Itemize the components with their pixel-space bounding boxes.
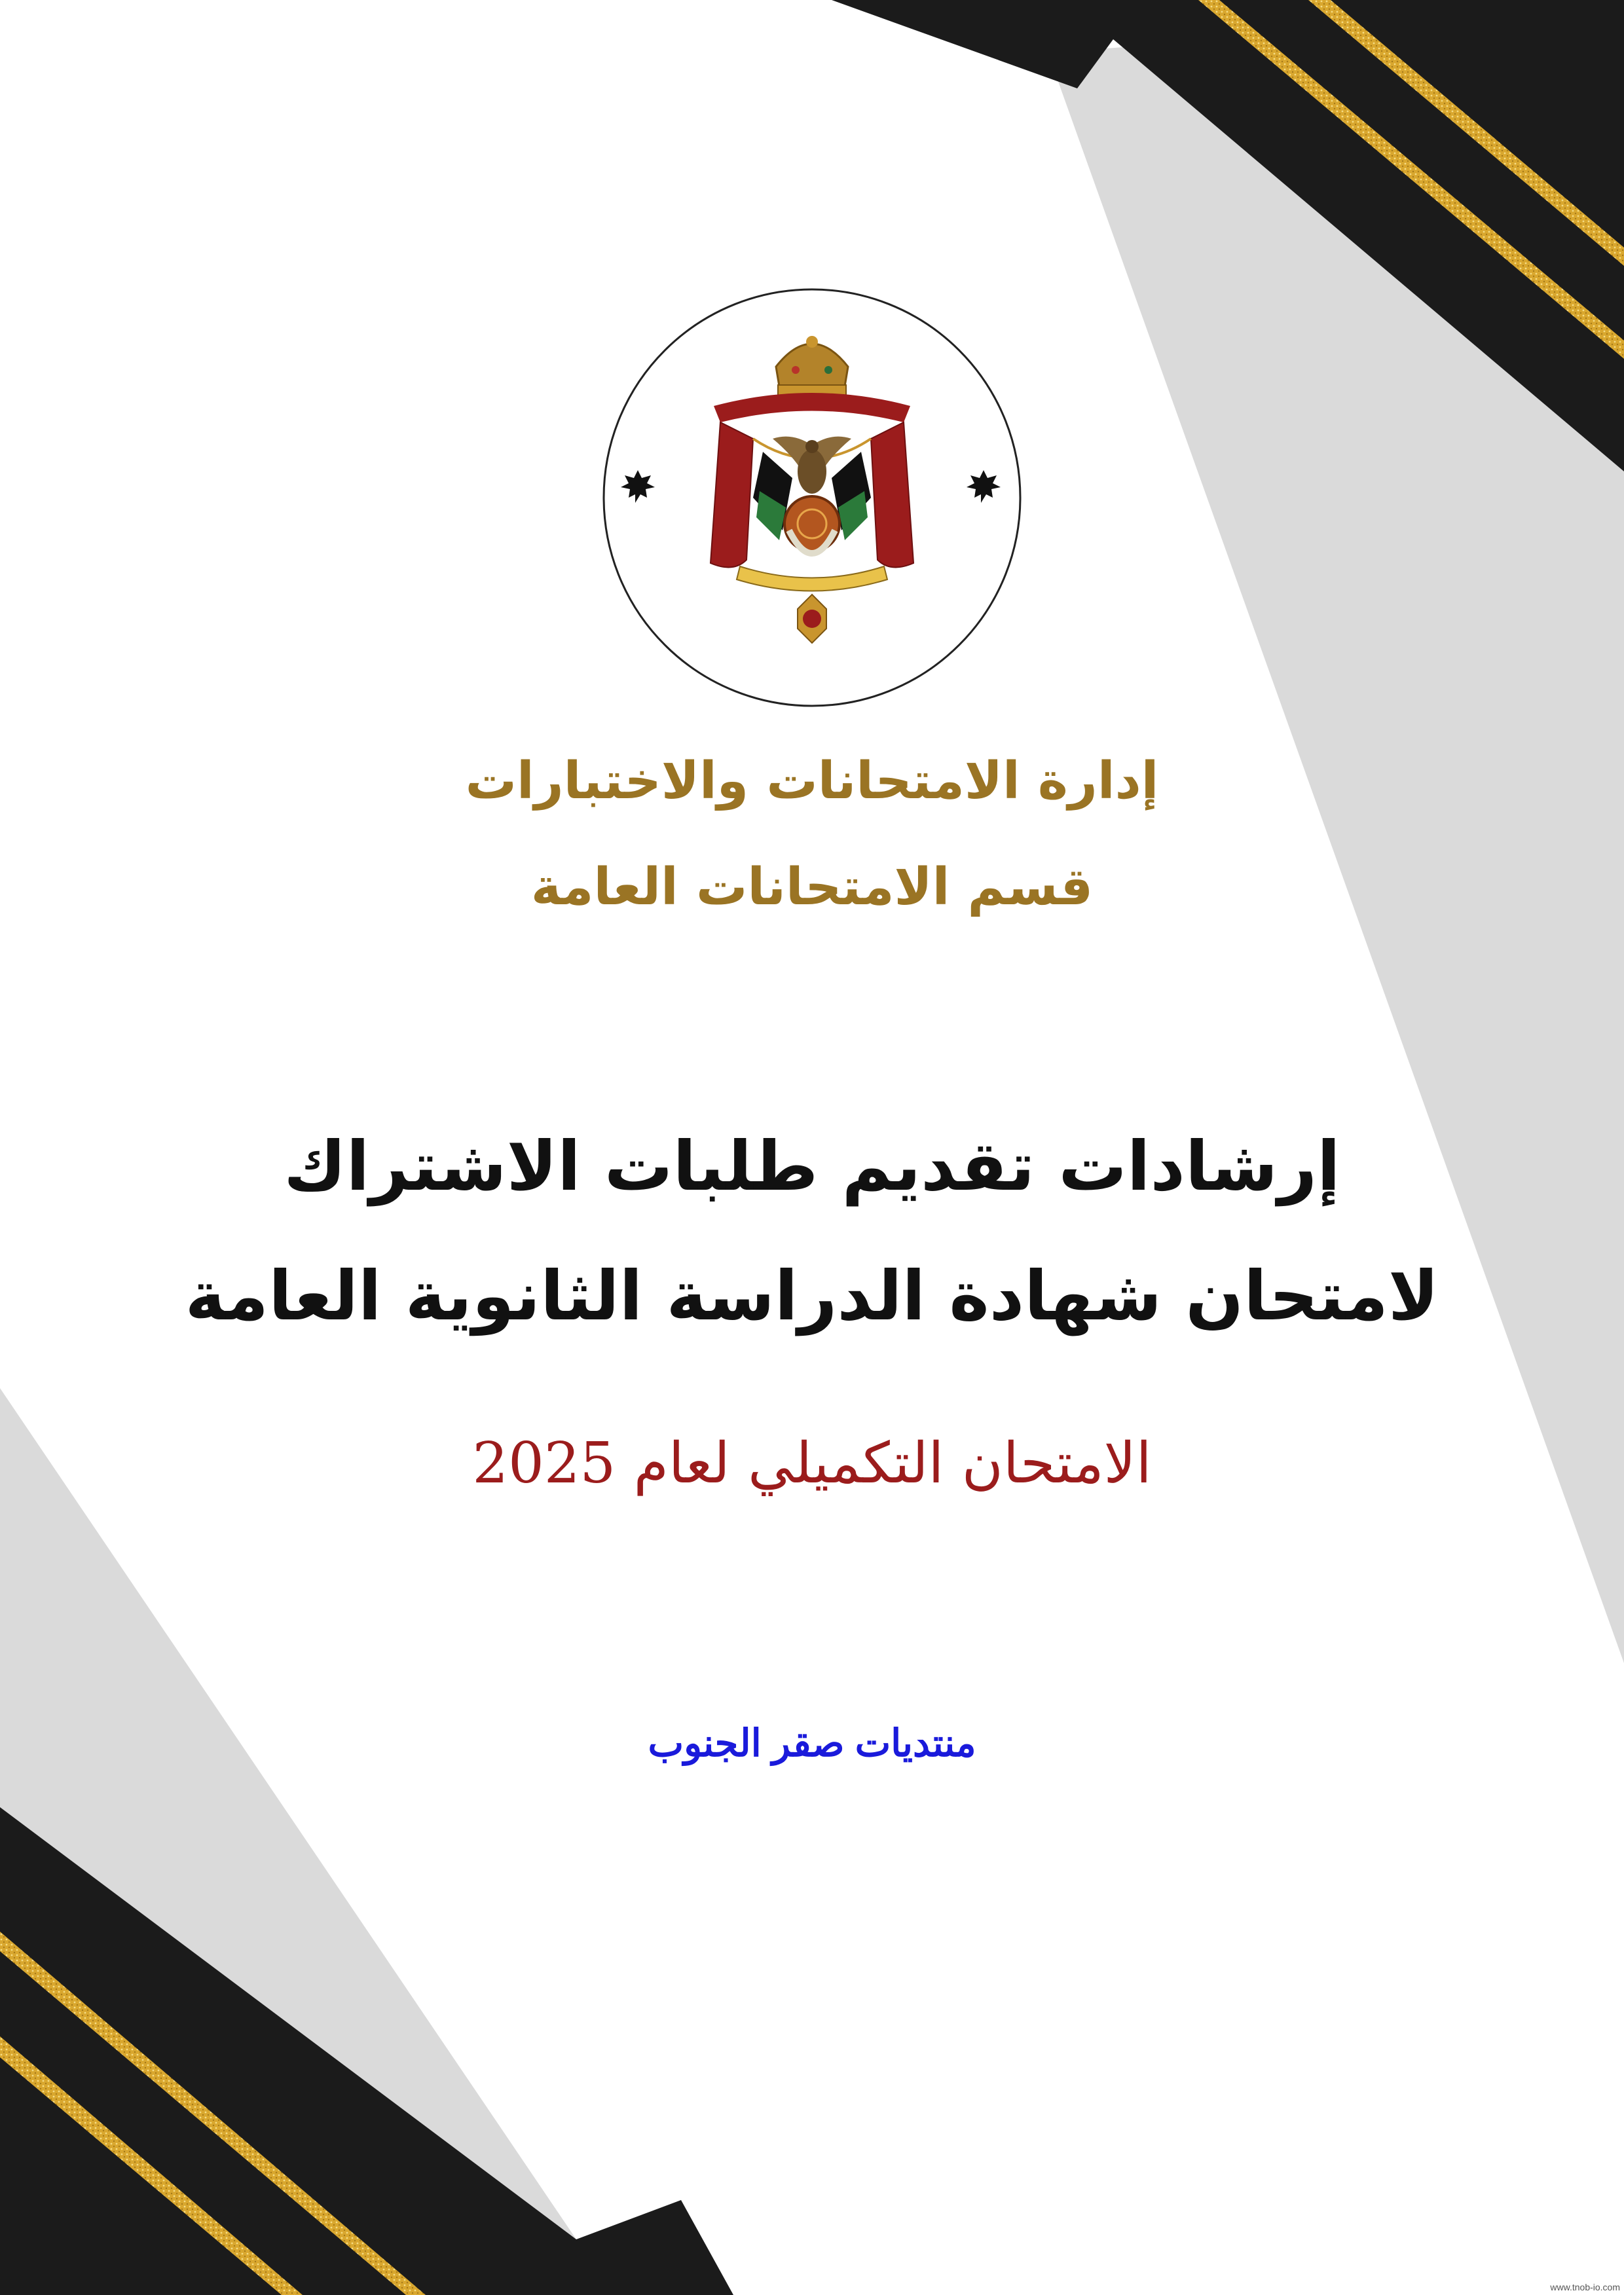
site-watermark: www.tnob-io.com xyxy=(1550,2282,1620,2292)
ministry-emblem xyxy=(596,282,1028,714)
department-name: إدارة الامتحانات والاختبارات xyxy=(465,752,1159,811)
exam-subtitle: الامتحان التكميلي لعام 2025 xyxy=(472,1431,1152,1496)
forum-name: منتديات صقر الجنوب xyxy=(648,1722,976,1765)
emblem-ring-text xyxy=(596,282,610,289)
jordan-coat-of-arms-icon xyxy=(596,282,1028,714)
section-name: قسم الامتحانات العامة xyxy=(530,858,1094,917)
shield-icon xyxy=(784,496,840,553)
svg-text:المملكة الأردنية الهاشمية * وز xyxy=(596,282,610,289)
document-title-line-2: لامتحان شهادة الدراسة الثانوية العامة xyxy=(185,1256,1439,1336)
document-title-line-1: إرشادات تقديم طلبات الاشتراك xyxy=(284,1126,1340,1206)
